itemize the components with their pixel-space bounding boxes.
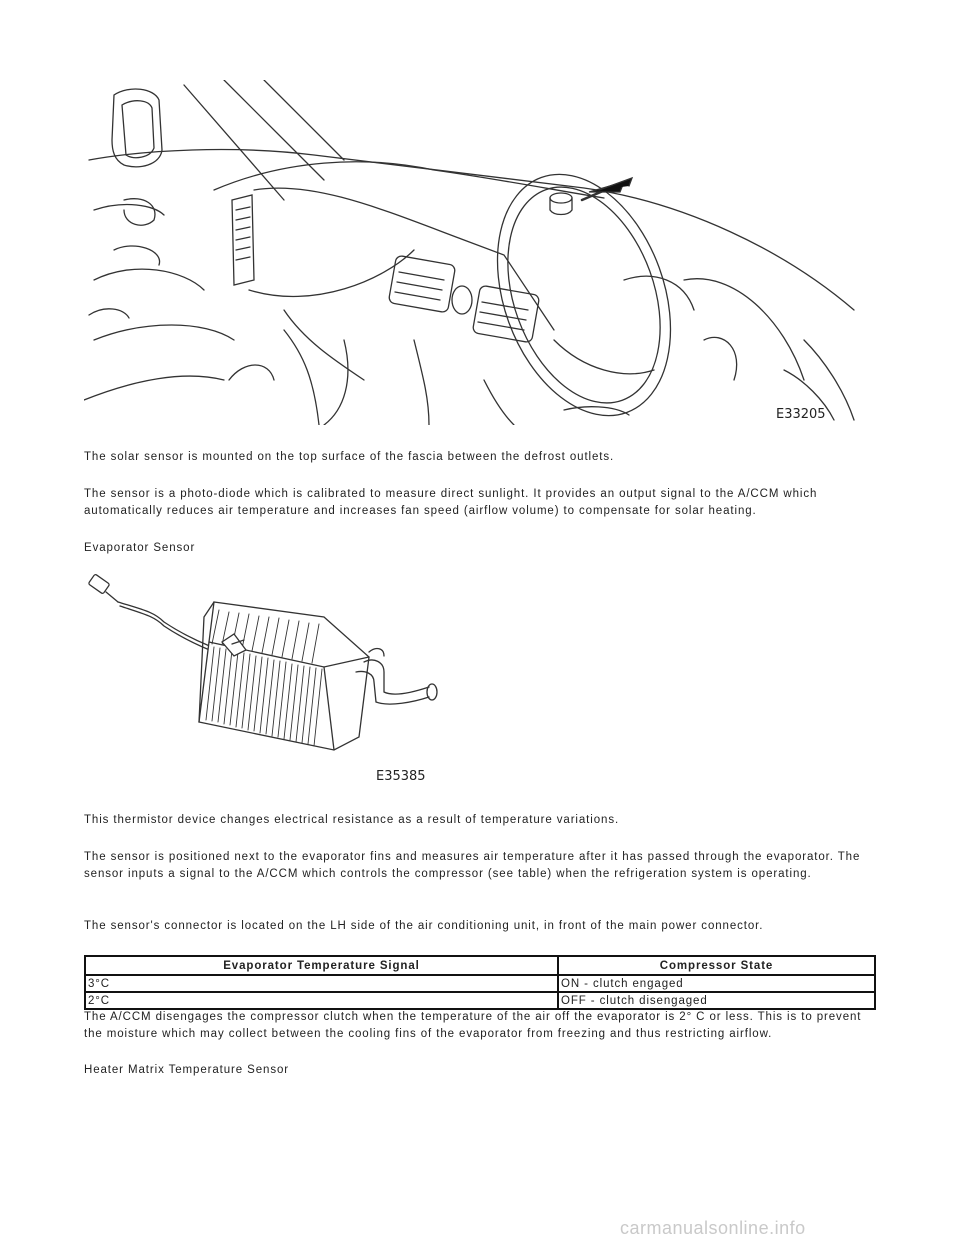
evaporator-signal-table	[84, 955, 876, 1010]
table-cell-signal: 2°C	[85, 992, 558, 1009]
compressor-clutch-explanation-text: The A/CCM disengages the compressor clutch when the temperature of the air off the evaporator is 2° C or less. This is to prevent the moisture which may collect between the cooling fins of the evaporator from freezing and thus restricting airflow.	[84, 1011, 862, 1040]
evaporator-sensor-connector-text: The sensor's connector is located on the LH side of the air conditioning unit, in front of the main power connector.	[84, 920, 764, 932]
thermistor-description-text: This thermistor device changes electrical resistance as a result of temperature variations.	[84, 814, 620, 826]
table-header-row	[85, 956, 875, 975]
table-row	[85, 975, 875, 992]
fascia-figure-label: E33205	[776, 407, 826, 422]
watermark-text: carmanualsonline.info	[620, 1218, 806, 1238]
fascia-illustration	[84, 80, 864, 425]
column-header-signal: Evaporator Temperature Signal	[85, 956, 558, 975]
evaporator-sensor-position-text: The sensor is positioned next to the evaporator fins and measures air temperature after it has passed through the evaporator. The sensor inputs a signal to the A/CCM which controls the compressor (see table) when the refrigeration system is operating.	[84, 851, 861, 880]
column-header-compressor-state: Compressor State	[558, 956, 875, 975]
table-row	[85, 992, 875, 1009]
solar-sensor-description-text: The sensor is a photo-diode which is calibrated to measure direct sunlight. It provides an output signal to the A/CCM which automatically reduces air temperature and increases fan speed (airflow volume) to compensate for solar heating.	[84, 488, 818, 517]
evaporator-sensor-heading: Evaporator Sensor	[84, 542, 196, 554]
table-cell-state: ON - clutch engaged	[558, 975, 875, 992]
heater-matrix-sensor-heading: Heater Matrix Temperature Sensor	[84, 1064, 289, 1076]
table-cell-state: OFF - clutch disengaged	[561, 994, 708, 1007]
solar-sensor-location-text: The solar sensor is mounted on the top surface of the fascia between the defrost outlets.	[84, 451, 615, 463]
table-cell-signal: 3°C	[85, 975, 558, 992]
evaporator-figure-label: E35385	[376, 769, 426, 784]
evaporator-illustration	[84, 572, 464, 792]
